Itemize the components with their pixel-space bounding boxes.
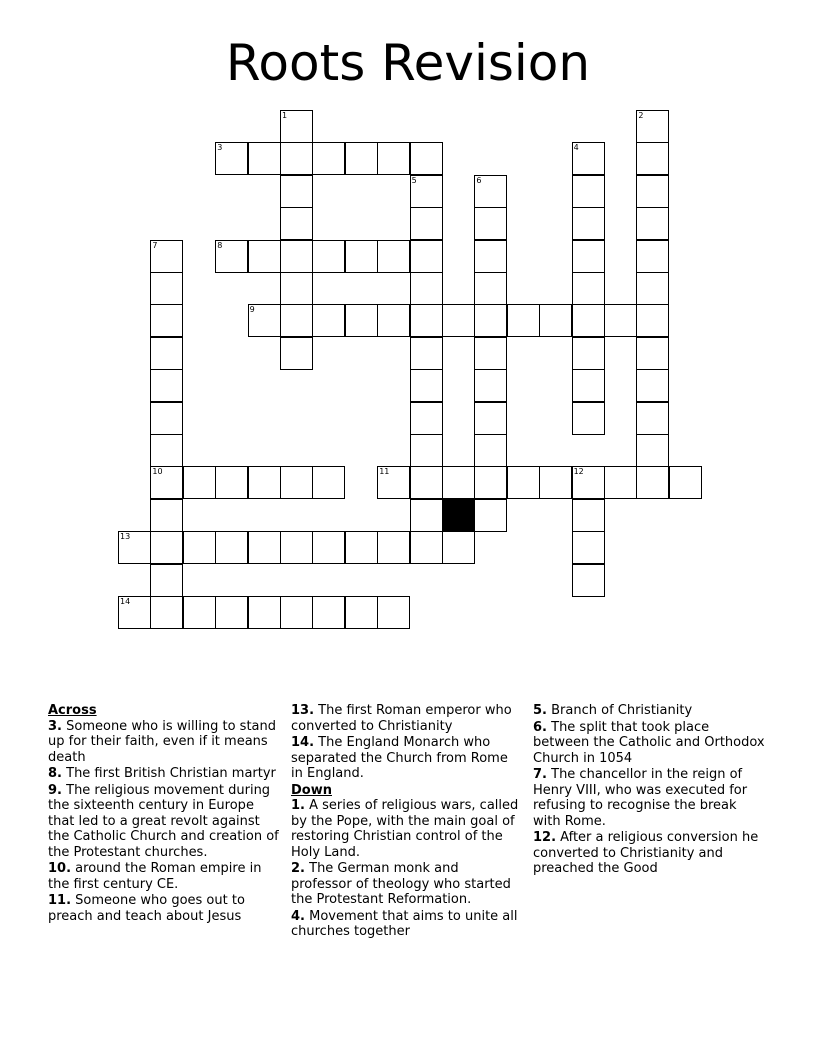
grid-cell[interactable] [474, 240, 507, 273]
grid-cell[interactable] [150, 272, 183, 305]
grid-cell[interactable] [410, 175, 443, 208]
grid-cell[interactable] [572, 304, 605, 337]
clue-number: 12. [533, 830, 557, 845]
grid-cell[interactable] [150, 337, 183, 370]
grid-cell[interactable] [150, 531, 183, 564]
grid-cell[interactable] [604, 304, 637, 337]
grid-cell[interactable] [636, 304, 669, 337]
black-square [442, 499, 475, 532]
grid-cell[interactable] [215, 240, 248, 273]
grid-cell[interactable] [572, 207, 605, 240]
clue-number: 5. [533, 703, 547, 718]
grid-cell[interactable] [312, 466, 345, 499]
clue-down-1 [291, 798, 523, 860]
clue-across-8 [48, 766, 280, 782]
grid-cell[interactable] [377, 142, 410, 175]
grid-cell[interactable] [474, 337, 507, 370]
grid-cell[interactable] [410, 304, 443, 337]
grid-cell[interactable] [442, 531, 475, 564]
grid-cell[interactable] [636, 337, 669, 370]
clues-column-2 [291, 703, 523, 955]
grid-cell[interactable] [377, 531, 410, 564]
puzzle-title: Roots Revision [225, 34, 591, 92]
grid-cell[interactable] [312, 142, 345, 175]
grid-cell[interactable] [442, 304, 475, 337]
grid-cell[interactable] [636, 402, 669, 435]
clue-number: 6. [533, 719, 547, 735]
grid-cell[interactable] [280, 466, 313, 499]
grid-cell[interactable] [248, 240, 281, 273]
clue-down-2 [291, 861, 523, 908]
grid-cell[interactable] [118, 596, 151, 629]
grid-cell[interactable] [636, 369, 669, 402]
grid-cell[interactable] [150, 369, 183, 402]
grid-cell[interactable] [636, 142, 669, 175]
grid-cell[interactable] [345, 304, 378, 337]
grid-cell[interactable] [410, 369, 443, 402]
clue-text: After a religious conversion he converted to Christianity and preached the Good [533, 830, 759, 876]
grid-cell[interactable] [183, 466, 216, 499]
clue-text: The religious movement during the sixteenth century in Europe that led to a great revolt against the Catholic Church and creation of the Protestant churches. [48, 782, 279, 860]
clue-across-3 [48, 719, 280, 766]
grid-cell[interactable] [248, 304, 281, 337]
clue-down-7 [533, 767, 765, 829]
grid-cell[interactable] [410, 272, 443, 305]
clue-number-label: 7 [152, 240, 158, 250]
grid-cell[interactable] [636, 207, 669, 240]
clues-column-1 [48, 703, 280, 955]
grid-cell[interactable] [150, 240, 183, 273]
grid-cell[interactable] [636, 434, 669, 467]
clue-number-label: 3 [217, 143, 223, 153]
clue-text: The split that took place between the Catholic and Orthodox Church in 1054 [533, 719, 765, 766]
clue-text: The England Monarch who separated the Church from Rome in England. [291, 735, 508, 781]
grid-cell[interactable] [345, 240, 378, 273]
clue-number-label: 11 [379, 467, 390, 477]
clue-number: 10. [48, 861, 72, 876]
grid-cell[interactable] [410, 402, 443, 435]
grid-cell[interactable] [215, 596, 248, 629]
clue-down-12 [533, 830, 765, 877]
grid-cell[interactable] [636, 175, 669, 208]
clue-text: A series of religious wars, called by the Pope, with the main goal of restoring Christian control of the Holy Land. [291, 798, 519, 860]
clue-text: Someone who goes out to preach and teach about Jesus [48, 893, 245, 924]
grid-cell[interactable] [410, 499, 443, 532]
grid-cell[interactable] [248, 596, 281, 629]
grid-cell[interactable] [474, 207, 507, 240]
grid-cell[interactable] [280, 142, 313, 175]
grid-cell[interactable] [507, 304, 540, 337]
grid-cell[interactable] [572, 531, 605, 564]
grid-cell[interactable] [572, 499, 605, 532]
clue-number-label: 10 [152, 467, 163, 477]
clue-number: 9. [48, 782, 62, 798]
grid-cell[interactable] [442, 466, 475, 499]
clue-text: Movement that aims to unite all churches together [291, 908, 518, 939]
grid-cell[interactable] [248, 142, 281, 175]
clue-text: The first Roman emperor who converted to Christianity [291, 703, 512, 734]
clue-text: Branch of Christianity [551, 703, 693, 718]
grid-cell[interactable] [507, 466, 540, 499]
grid-cell[interactable] [150, 434, 183, 467]
clue-down-4 [291, 909, 523, 940]
clue-across-10 [48, 861, 280, 892]
grid-cell[interactable] [312, 304, 345, 337]
grid-cell[interactable] [572, 402, 605, 435]
across-heading: Across [48, 703, 97, 718]
down-heading: Down [291, 782, 332, 798]
grid-cell[interactable] [345, 596, 378, 629]
grid-cell[interactable] [474, 434, 507, 467]
clue-number: 8. [48, 766, 62, 781]
clue-text: The first British Christian martyr [66, 766, 276, 781]
grid-cell[interactable] [636, 110, 669, 143]
grid-cell[interactable] [280, 110, 313, 143]
grid-cell[interactable] [410, 142, 443, 175]
grid-cell[interactable] [410, 337, 443, 370]
grid-cell[interactable] [280, 596, 313, 629]
clue-number-label: 14 [120, 597, 131, 606]
grid-cell[interactable] [312, 531, 345, 564]
clue-text: Someone who is willing to stand up for their faith, even if it means death [48, 718, 277, 765]
grid-cell[interactable] [150, 304, 183, 337]
grid-cell[interactable] [312, 240, 345, 273]
grid-cell[interactable] [410, 207, 443, 240]
grid-cell[interactable] [150, 499, 183, 532]
grid-cell[interactable] [215, 466, 248, 499]
grid-cell[interactable] [150, 564, 183, 597]
clue-across-13 [291, 703, 523, 734]
grid-cell[interactable] [474, 499, 507, 532]
clue-text: The German monk and professor of theology who started the Protestant Reformation. [291, 861, 511, 907]
clue-down-6 [533, 720, 765, 767]
grid-cell[interactable] [636, 272, 669, 305]
grid-cell[interactable] [572, 142, 605, 175]
grid-cell[interactable] [410, 240, 443, 273]
grid-cell[interactable] [150, 466, 183, 499]
clue-number-label: 2 [638, 111, 644, 120]
grid-cell[interactable] [280, 531, 313, 564]
clue-number: 3. [48, 718, 62, 734]
grid-cell[interactable] [377, 466, 410, 499]
grid-cell[interactable] [280, 337, 313, 370]
grid-cell[interactable] [604, 466, 637, 499]
grid-cell[interactable] [280, 240, 313, 273]
clue-text: The chancellor in the reign of Henry VIII, who was executed for refusing to recognise the break with Rome. [533, 767, 748, 829]
clue-number: 13. [291, 703, 315, 718]
grid-cell[interactable] [280, 272, 313, 305]
grid-cell[interactable] [474, 272, 507, 305]
grid-cell[interactable] [248, 466, 281, 499]
clue-number-label: 6 [476, 175, 482, 185]
grid-cell[interactable] [377, 596, 410, 629]
clue-number: 7. [533, 767, 547, 782]
grid-cell[interactable] [572, 175, 605, 208]
grid-cell[interactable] [215, 142, 248, 175]
clue-across-11 [48, 893, 280, 924]
grid-cell[interactable] [572, 337, 605, 370]
clue-number: 14. [291, 735, 315, 750]
grid-cell[interactable] [183, 596, 216, 629]
grid-cell[interactable] [572, 240, 605, 273]
grid-cell[interactable] [572, 272, 605, 305]
clue-down-5 [533, 703, 765, 719]
clue-number-label: 5 [411, 175, 417, 185]
grid-cell[interactable] [280, 175, 313, 208]
clue-number-label: 8 [217, 240, 223, 250]
grid-cell[interactable] [312, 596, 345, 629]
clue-across-14 [291, 735, 523, 782]
grid-cell[interactable] [539, 466, 572, 499]
clues-column-3 [533, 703, 765, 878]
clue-number-label: 9 [249, 305, 255, 315]
grid-cell[interactable] [474, 304, 507, 337]
clue-number-label: 13 [120, 532, 131, 542]
grid-cell[interactable] [248, 531, 281, 564]
clue-number-label: 4 [573, 143, 579, 153]
grid-cell[interactable] [572, 369, 605, 402]
clue-number: 2. [291, 861, 305, 876]
grid-cell[interactable] [150, 402, 183, 435]
clue-text: around the Roman empire in the first century CE. [48, 861, 262, 892]
grid-cell[interactable] [118, 531, 151, 564]
grid-cell[interactable] [377, 240, 410, 273]
grid-cell[interactable] [474, 466, 507, 499]
grid-cell[interactable] [410, 531, 443, 564]
grid-cell[interactable] [345, 142, 378, 175]
clue-number: 1. [291, 798, 305, 813]
clue-number-label: 1 [282, 111, 288, 120]
grid-cell[interactable] [474, 175, 507, 208]
clue-number: 11. [48, 893, 72, 908]
grid-cell[interactable] [410, 434, 443, 467]
grid-cell[interactable] [280, 304, 313, 337]
grid-cell[interactable] [636, 240, 669, 273]
grid-cell[interactable] [539, 304, 572, 337]
clue-across-9 [48, 783, 280, 861]
clue-number-label: 12 [573, 467, 584, 477]
grid-cell[interactable] [572, 564, 605, 597]
grid-cell[interactable] [474, 369, 507, 402]
grid-cell[interactable] [669, 466, 702, 499]
grid-cell[interactable] [150, 596, 183, 629]
clue-number: 4. [291, 908, 305, 924]
grid-cell[interactable] [183, 531, 216, 564]
grid-cell[interactable] [636, 466, 669, 499]
grid-cell[interactable] [280, 207, 313, 240]
grid-cell[interactable] [572, 466, 605, 499]
grid-cell[interactable] [474, 402, 507, 435]
grid-cell[interactable] [377, 304, 410, 337]
grid-cell[interactable] [215, 531, 248, 564]
grid-cell[interactable] [345, 531, 378, 564]
grid-cell[interactable] [410, 466, 443, 499]
